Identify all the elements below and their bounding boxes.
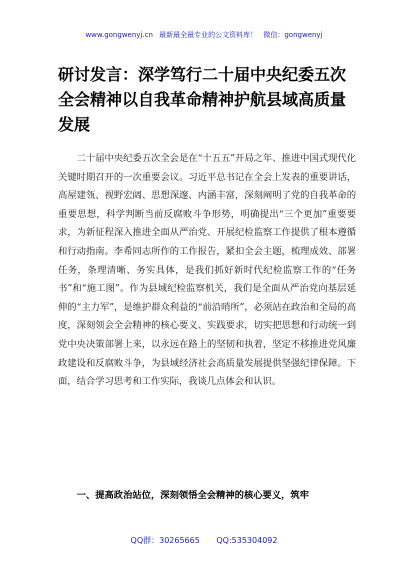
- document-body: [58, 150, 356, 392]
- intro-paragraph: 二十届中央纪委五次全会是在“十五五”开局之年、推进中国式现代化关键时期召开的一次重要会议。习近平总书记在全会上发表的重要讲话，高屋建瓴、视野宏阔、思想深邃、内涵丰富，深刻阐明了党的自我革命的重要思想，科学判断当前反腐败斗争形势，明确提出“三个更加”重要要求，为新征程深入推进全面从严治党、开展纪检监察工作提供了根本遵循和行动指南。李希同志所作的工作报告，紧扣全会主题，梳理成效、部署任务，条理清晰、务实具体，是我们抓好新时代纪检监察工作的“任务书”和“施工图”。作为县域纪检监察机关，我们是全面从严治党向基层延伸的“主力军”，是维护群众利益的“前沿哨所”，必须站在政治和全局的高度，深刻领会全会精神的核心要义、实践要求，切实把思想和行动统一到党中央决策部署上来，以永远在路上的坚韧和执着，坚定不移推进党风廉政建设和反腐败斗争，为县域经济社会高质量发展提供坚强纪律保障。下面，结合学习思考和工作实际，我谈几点体会和认识。: [58, 153, 356, 388]
- site-tagline: 最新最全最专业的公文资料库！: [159, 31, 258, 39]
- qq-number: QQ:535304092: [216, 536, 278, 545]
- document-title: 研讨发言：深学笃行二十届中央纪委五次全会精神以自我革命精神护航县域高质量发展: [58, 65, 347, 134]
- qq-group-number: QQ群：30265665: [130, 536, 200, 545]
- page-footer: [0, 535, 408, 546]
- site-url-link[interactable]: www.gongwenyj.cn: [85, 31, 153, 39]
- wechat-id: 微信：gongwenyj: [263, 31, 323, 39]
- page-header: [0, 30, 408, 40]
- section-heading-1: 一、提高政治站位，深刻领悟全会精神的核心要义，筑牢: [76, 490, 310, 501]
